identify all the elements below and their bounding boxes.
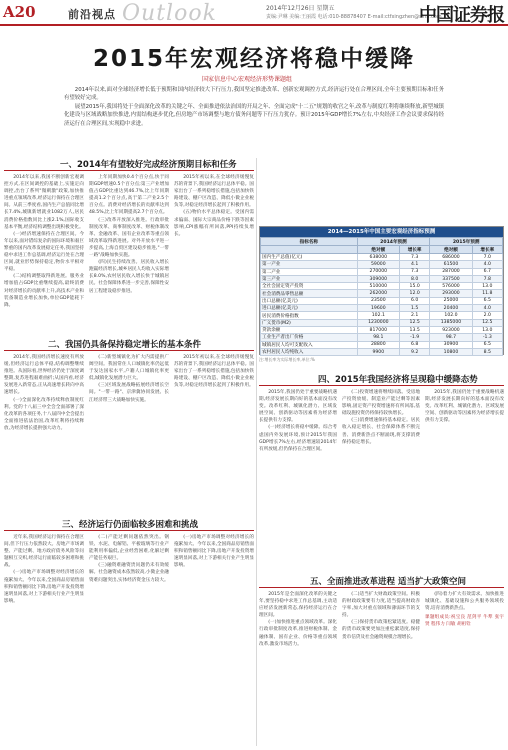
lead-text: 展望2015年,我国将处于全面深化改革的关键之年、全面推进依法治国的开局之年、全面完成"十二五"规划的收官之年,改革与制度红利将继续释放,新型城镇化建设与区域战略加快推进,内需结构逐步优化,但房地产市场调整与地方债务问题等下行压力犹存。预计2015年GDP增长7%左右,中央经济工作会议要求保持经济运行在合理区间,实现稳中求进。 [64, 103, 444, 127]
paragraph: 2015年初以来,在全球经济缓慢复苏的背景下,我国经济运行总体平稳。国家出台了一系列稳增长措施,包括加快铁路建设、棚户区改造、降低小微企业税负等,对稳定经济增长起到了积极作用。 [174, 175, 254, 209]
section-title: 三、经济运行仍面临较多困难和挑战 [62, 520, 199, 530]
table-cell: 12.5 [399, 319, 429, 326]
table-cell: 1230000 [357, 319, 399, 326]
editor-contact: 责编:尹琳 美编:王丽霞 电话:010-88878407 E-mail:ctfxingzhen@sina.com [266, 14, 442, 20]
article-column [89, 534, 169, 746]
table-cell: 30900 [430, 341, 472, 348]
table-cell: 7.3 [399, 254, 429, 261]
table-cell: 15.0 [399, 283, 429, 290]
table-cell: 6.5 [472, 297, 502, 304]
table-cell: 13.5 [399, 326, 429, 333]
table-row-label: 城镇居民人均可支配收入 [261, 341, 358, 348]
paragraph: (二)产能过剩问题依然突出。钢铁、水泥、电解铝、平板玻璃等行业产能利用率偏低,企业经营困难,化解过剩产能任务艰巨。 [89, 535, 169, 562]
table-row-label: 广义货币(M2) [261, 319, 358, 326]
section-title: 五、全面推进改革进程 适当扩大政策空间 [310, 577, 466, 587]
table-cell: 293000 [430, 290, 472, 297]
table-row-label: 第二产业 [261, 268, 358, 275]
table-row-label: 第一产业 [261, 261, 358, 268]
lead-text: 2014年以来,面对全球经济增长低于预期和国内经济较大下行压力,我国坚定推进改革、创新宏观调控方式,经济运行处在合理区间,全年主要预期目标和任务有望较好完成。 [64, 87, 444, 102]
table-cell: 270000 [357, 268, 399, 275]
paragraph: (一)全面深化改革持续释放制度红利。党的十八届三中全会全面部署了深化改革的各项任务,十八届四中全会提出全面推进依法治国,改革红利将持续释放,为经济增长提供强大动力。 [4, 397, 84, 431]
table-row [261, 305, 503, 312]
article-column [425, 591, 504, 746]
section-rule [259, 587, 504, 588]
table-cell: 13.0 [472, 283, 502, 290]
paragraph: (一)经济增长将稳中缓降。综合考虑国内外发展环境,预计2015年我国GDP增长7%左右,经济增速较2014年有所放缓,但仍保持在合理区间。 [259, 425, 337, 452]
table-cell: 102.1 [357, 312, 399, 319]
table-cell: 309000 [357, 275, 399, 282]
paragraph: 2015年初以来,在全球经济缓慢复苏的背景下,我国经济运行总体平稳。国家出台了一系列稳增长措施,包括加快铁路建设、棚户区改造、降低小微企业税负等,对稳定经济增长起到了积极作用。 [174, 355, 254, 389]
table-row-label: 贷款余额 [261, 326, 358, 333]
table-cell: 23500 [357, 297, 399, 304]
section-name: 前沿视点 [68, 8, 116, 21]
paragraph: 2015年,我国仍处于重要战略机遇期,经济发展长期向好的基本面没有改变。改革红利、城镇化潜力、区域发展空间、创新驱动等因素将为经济增长提供有力支撑。 [425, 390, 504, 424]
table-row [261, 290, 503, 297]
table-cell: 686000 [430, 254, 472, 261]
paragraph: (二)新型城镇化为扩大内需提供广阔空间。我国常住人口城镇化率仍远低于发达国家水平,户籍人口城镇化率更低,城镇化发展潜力巨大。 [89, 355, 169, 382]
paragraph: (二)适当扩大财政政策空间。积极的财政政策要有力度,适当提高财政赤字率,加大对重点领域和薄弱环节的支持。 [342, 592, 420, 619]
table-row-label: 国内生产总值(亿元) [261, 254, 358, 261]
table-cell: 817000 [357, 326, 399, 333]
paragraph: (三)消费增速保持基本稳定。居民收入稳定增长、社会保障体系不断完善、消费新热点不断涌现,将支撑消费保持稳定增长。 [342, 418, 420, 445]
article-column [174, 534, 254, 746]
paragraph: (五)物价水平总体稳定。受国内需求偏弱、国际大宗商品价格下跌等因素影响,CPI涨幅有所回落,PPI持续负增长。 [174, 210, 254, 237]
table-row [261, 275, 503, 282]
table-cell: 7.3 [399, 268, 429, 275]
table-cell: 25000 [430, 297, 472, 304]
table-row [261, 348, 503, 355]
table-cell: 287000 [430, 268, 472, 275]
table-row-label: 社会消费品零售总额 [261, 290, 358, 297]
table-cell: 12.0 [399, 290, 429, 297]
table-cell: 28800 [357, 341, 399, 348]
table-cell: 8.5 [472, 348, 502, 355]
article-column [425, 389, 504, 559]
article-column [342, 389, 420, 559]
table-cell: 11.8 [472, 290, 502, 297]
table-cell: 20400 [430, 305, 472, 312]
table-cell: 6.5 [472, 341, 502, 348]
section-title: 一、2014年有望较好完成经济预期目标和任务 [60, 160, 237, 170]
table-cell: 923000 [430, 326, 472, 333]
table-row [261, 319, 503, 326]
table-cell: 13.0 [472, 326, 502, 333]
table-cell: 510000 [357, 283, 399, 290]
table-row [261, 334, 503, 341]
paragraph: (二)结构调整取得新进展。服务业增加值占GDP比重继续提高,最终消费对经济增长的贡献率上升,高技术产业和装备制造业增长加快,单位GDP能耗下降。 [4, 274, 84, 308]
table-cell: 262000 [357, 290, 399, 297]
table-row [261, 268, 503, 275]
table-subheader: 绝对额 [357, 246, 399, 254]
issue-date: 2014年12月26日 星期五 [266, 5, 335, 12]
table-subheader: 绝对额 [430, 246, 472, 254]
table-cell: 7.0 [472, 254, 502, 261]
outlook-wordmark: Outlook [122, 1, 217, 26]
table-cell: 102.0 [430, 312, 472, 319]
masthead [0, 0, 508, 26]
table-cell: 576000 [430, 283, 472, 290]
table-cell: 61500 [430, 261, 472, 268]
table-cell: 1385000 [430, 319, 472, 326]
table-cell: 59000 [357, 261, 399, 268]
table-row-label: 工业生产者出厂价格 [261, 334, 358, 341]
table-row-label: 进口总额(亿美元) [261, 305, 358, 312]
table-cell: 19600 [357, 305, 399, 312]
section-rule [259, 385, 504, 386]
table-subheader [261, 246, 358, 254]
paragraph: (三)区域发展战略拓展经济增长空间。"一带一路"、京津冀协同发展、长江经济带三大战略加快实施。 [89, 383, 169, 403]
article-column [89, 354, 169, 514]
table-cell: 638000 [357, 254, 399, 261]
table-row-label: 农村居民人均纯收入 [261, 348, 358, 355]
paragraph: 2015年是全面深化改革的关键之年,要坚持稳中求进工作总基调,主动适应经济发展新常态,保持经济运行在合理区间。 [259, 592, 337, 619]
table-row [261, 312, 503, 319]
table-cell: 6.8 [399, 341, 429, 348]
article-column [4, 354, 84, 514]
table-note: 注:增长率为实际增长率,单位:% [259, 357, 315, 362]
table-cell: 10800 [430, 348, 472, 355]
table-cell: 7.8 [472, 275, 502, 282]
section-title: 二、我国仍具备保持稳定增长的基本条件 [48, 340, 202, 350]
byline: 国家信息中心宏观经济形势课题组 [202, 76, 293, 83]
paragraph: (三)保持货币政策松紧适度。稳健的货币政策要更加注重松紧适度,保持货币信贷及社会融资规模合理增长。 [342, 620, 420, 640]
table-cell: 6.7 [472, 268, 502, 275]
table-cell: 8.0 [399, 275, 429, 282]
table-cell: 4.0 [472, 261, 502, 268]
table-row [261, 326, 503, 333]
section-title: 四、2015年我国经济将呈现稳中缓降态势 [318, 375, 478, 385]
article-column [259, 389, 337, 559]
paragraph: (四)民生持续改善。居民收入增长跑赢经济增长,城乡居民人均收入实际增长8.0%,农村居民收入增长快于城镇居民。社会保障体系进一步完善,保障性安居工程建设稳步推进。 [89, 260, 169, 294]
table-row [261, 341, 503, 348]
table-subheader: 增长率 [472, 246, 502, 254]
table-header: 2015年预测 [430, 238, 503, 246]
forecast-table [259, 226, 504, 355]
table-cell: 337500 [430, 275, 472, 282]
article-column [342, 591, 420, 746]
newspaper-logo: 中国证券报 [419, 5, 504, 26]
table-cell: 98.7 [430, 334, 472, 341]
paragraph: (三)融资难融资贵问题仍未有效缓解。社会融资成本依然较高,小微企业融资难问题突出,实体经济资金压力较大。 [89, 563, 169, 583]
table-cell: 98.1 [357, 334, 399, 341]
table-cell: 9900 [357, 348, 399, 355]
data-table [260, 237, 503, 356]
table-row [261, 261, 503, 268]
article-column [259, 591, 337, 746]
credits: 课题组成员:祝宝良 范剑平 牛犁 张宇贤 程伟力 闫敏 胡祖铨 [425, 615, 504, 628]
table-header: 2014年预测 [357, 238, 430, 246]
section-rule [4, 530, 254, 531]
table-cell: 2.1 [399, 312, 429, 319]
table-row [261, 254, 503, 261]
paragraph: 2015年,我国仍处于重要战略机遇期,经济发展长期向好的基本面没有改变。改革红利、城镇化潜力、区域发展空间、创新驱动等因素将为经济增长提供有力支撑。 [259, 390, 337, 424]
table-cell: 4.1 [399, 261, 429, 268]
section-rule [4, 170, 254, 171]
table-row [261, 297, 503, 304]
table-cell: 1.5 [399, 305, 429, 312]
paragraph: 2014年,我国经济增长速度有所放缓,但经济运行总体平稳,结构调整继续推进。从国际看,世界经济仍处于深度调整期,复苏进程艰难曲折;从国内看,经济发展进入新常态,正从高速增长转向中高速增长。 [4, 355, 84, 396]
page-headline: 2015年宏观经济将稳中缓降 [92, 46, 415, 72]
section-rule [4, 350, 254, 351]
column-divider [256, 158, 257, 746]
table-cell: 9.2 [399, 348, 429, 355]
lead-paragraph [64, 86, 444, 128]
table-title: 2014—2015年中国主要宏观经济指标预测 [260, 227, 503, 237]
table-cell: -1.9 [399, 334, 429, 341]
article-column [4, 534, 84, 746]
article-column [174, 354, 254, 514]
table-row-label: 全社会固定资产投资 [261, 283, 358, 290]
article-column [4, 174, 84, 334]
paragraph: (四)着力扩大有效需求。加快推进城镇化、基础设施和公共服务领域投资,培育消费新热点。 [425, 592, 504, 612]
table-row-label: 出口总额(亿美元) [261, 297, 358, 304]
paragraph: (二)投资增速将继续回落。受房地产投资放缓、制造业产能过剩等因素影响,固定资产投资增速将有所回落,基础设施投资仍将保持较快增长。 [342, 390, 420, 417]
paragraph: (一)加快推进重点领域改革。深化行政审批制度改革,推进财税体制、金融体制、国有企业、价格等重点领域改革,激发市场活力。 [259, 620, 337, 647]
paragraph: 上年同期加快0.4个百分点,快于同期GDP增速0.5个百分点;第三产业增加值占GDP比重达到46.7%,比上年同期提高1.2个百分点,高于第二产业2.5个百分点。消费对经济增长的贡献率达到48.5%,比上年同期提高2.7个百分点。 [89, 175, 169, 216]
table-cell: 6.0 [399, 297, 429, 304]
table-subheader: 增长率 [399, 246, 429, 254]
paragraph: 近年来,我国经济运行保持在合理区间,但下行压力依然较大。房地产市场调整、产能过剩、地方政府债务风险等问题相互交织,经济运行面临较多困难和挑战。 [4, 535, 84, 569]
table-cell: 4.0 [472, 305, 502, 312]
table-cell: 12.5 [472, 319, 502, 326]
paragraph: (一)房地产市场调整对经济增长的拖累加大。今年以来,全国商品房销售面积和销售额同比下降,房地产开发投资增速明显回落,对上下游相关行业产生明显影响。 [4, 570, 84, 604]
table-cell: -1.3 [472, 334, 502, 341]
table-row-label: 居民消费价格指数 [261, 312, 358, 319]
paragraph: (一)房地产市场调整对经济增长的拖累加大。今年以来,全国商品房销售面积和销售额同比下降,房地产开发投资增速明显回落,对上下游相关行业产生明显影响。 [174, 535, 254, 569]
article-column [89, 174, 169, 334]
page-number: A20 [3, 3, 36, 21]
table-header: 指标名称 [261, 238, 358, 246]
paragraph: 2014年以来,我国不断创新宏观调控方式,在区间调控的基础上,实施定向调控,出台了系列"微刺激"政策,加快推进重点领域改革,经济运行保持在合理区间。从前三季度看,国内生产总值同比增长7.4%,城镇新增就业1082万人,居民消费价格指数同比上涨2.1%,国际收支基本平衡,经济结构调整出现积极变化。 [4, 175, 84, 230]
table-row [261, 283, 503, 290]
table-row-label: 第三产业 [261, 275, 358, 282]
paragraph: (一)经济增速保持在合理区间。今年以来,面对错综复杂的国际环境和艰巨繁重的国内改革发展稳定任务,我国坚持稳中求进工作总基调,经济运行处在合理区间,就业形势保持稳定,物价水平相对平稳。 [4, 231, 84, 273]
paragraph: (三)改革开放深入推进。行政审批制度改革、商事制度改革、财税体制改革、金融改革、国有企业改革等重点领域改革取得新进展。对外开放水平进一步提高,上海自贸区建设稳步推进,"一带一路"战略加快实施。 [89, 217, 169, 259]
article-column [174, 174, 254, 334]
table-cell: 2.0 [472, 312, 502, 319]
